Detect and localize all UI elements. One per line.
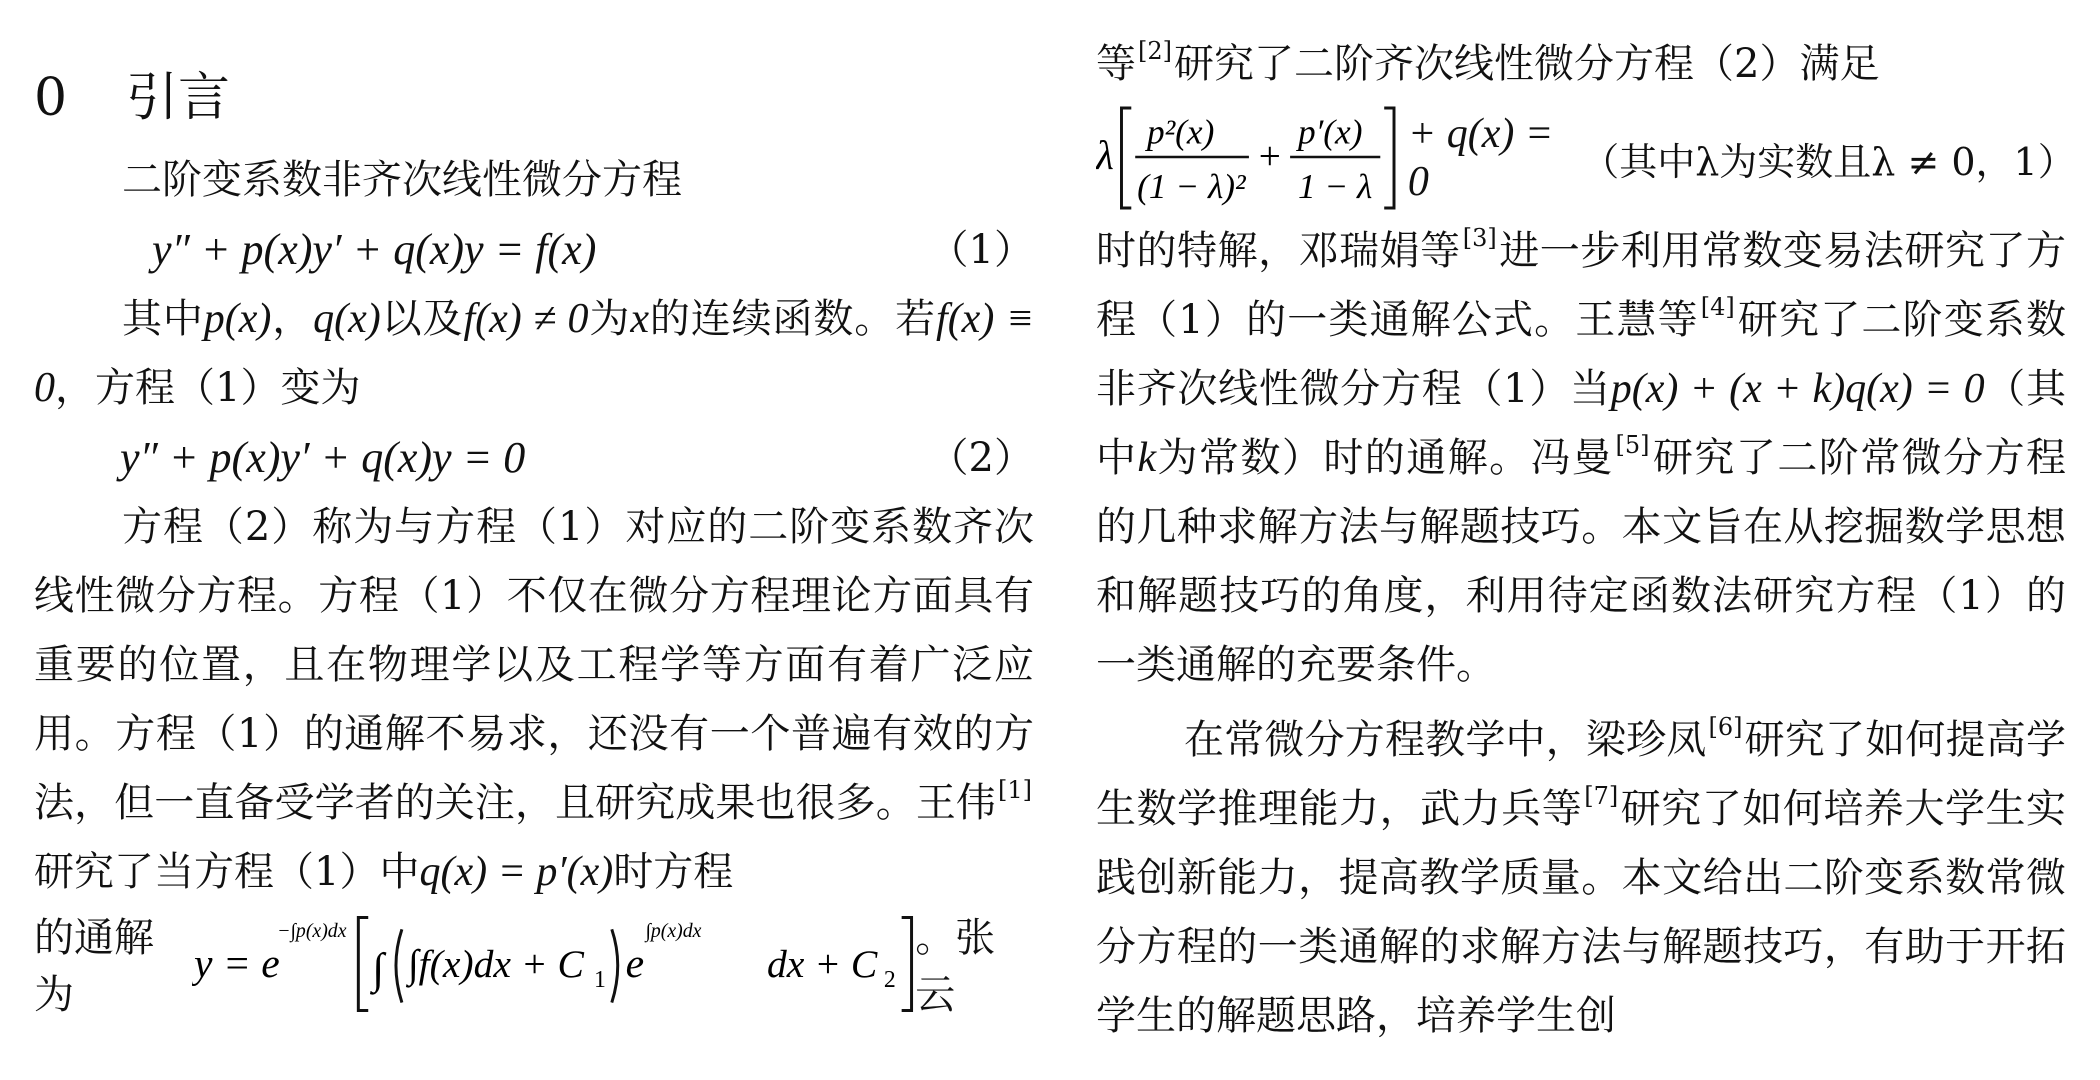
text-run: ， <box>271 296 314 342</box>
equation-1-number: （1） <box>928 227 1034 273</box>
text-run: （其中 <box>1096 366 2067 481</box>
formula-sub-2: 2 <box>883 966 896 993</box>
equation-1-body: y″ + p(x)y′ + q(x)y = f(x) <box>152 225 597 274</box>
text-run: 在常微分方程教学中，梁珍凤 <box>1184 717 1707 763</box>
math-x: x <box>630 296 649 342</box>
formula-y-eq-e: y = e <box>194 939 281 986</box>
math-p-of-x: p(x) <box>203 296 272 342</box>
text-run: 方程（2）称为与方程（1）对应的二阶变系数齐次线性微分方程。方程（1）不仅在微分方程理论方面具有重要的位置，且在物理学以及工程学等方面有着广泛应用。方程（1）的通解不易求，还没有一个普遍有效的方法，但一直备受学者的关注，且研究成果也很多。王伟 <box>34 504 1034 826</box>
equation-2-body: y″ + p(x)y′ + q(x)y = 0 <box>120 433 526 482</box>
citation-2[interactable]: [2] <box>1138 37 1172 65</box>
math-f-nonzero: f(x) ≠ 0 <box>463 296 589 342</box>
formula-exponent-2: ∫p(x)dx <box>645 920 702 943</box>
left-paren <box>396 929 402 1002</box>
formula-tail: + q(x) = 0 <box>1407 111 1554 205</box>
paragraph-background <box>34 493 1034 907</box>
formula-exponent-1: −∫p(x)dx <box>277 920 347 943</box>
math-k: k <box>1137 435 1157 481</box>
math-q-equals-pprime: q(x) = p′(x) <box>419 849 614 895</box>
text-run: 进一步利用常数变易法研究了方程（1）的一类通解公式。王慧等 <box>1096 228 2067 343</box>
text-run: 为常数）时的通解。冯曼 <box>1156 435 1614 481</box>
section-number: 0 <box>34 68 68 128</box>
text-run: 以及 <box>380 296 464 342</box>
formula-tail: dx + C <box>766 941 877 986</box>
section-title: 引言 <box>126 68 231 128</box>
section-heading <box>34 56 1034 140</box>
citation-5[interactable]: [5] <box>1615 431 1650 459</box>
formula-sub-1: 1 <box>594 966 607 993</box>
equation-1 <box>34 215 1034 285</box>
citation-1[interactable]: [1] <box>998 776 1032 804</box>
citation-6[interactable]: [6] <box>1708 713 1743 741</box>
math-q-of-x: q(x) <box>313 296 381 342</box>
paragraph-continued <box>1096 30 2066 99</box>
right-bracket <box>901 917 911 1010</box>
formula-outer-integral: ∫ <box>372 944 385 993</box>
general-solution-line <box>34 907 1034 1019</box>
formula-denominator-1: (1 − λ)² <box>1137 167 1246 207</box>
formula-numerator-2: p′(x) <box>1297 112 1363 152</box>
math-f-zero: f(x) ≡ 0 <box>34 296 1035 411</box>
text-run: 等 <box>1096 41 1136 87</box>
text-run: ，方程（1）变为 <box>55 365 361 411</box>
equation-2 <box>34 423 1034 493</box>
left-column <box>34 56 1034 1019</box>
equation-2-number: （2） <box>928 435 1034 481</box>
formula-inner-integral: ∫f(x)dx + C <box>408 941 585 986</box>
formula-plus: + <box>1258 134 1281 178</box>
formula-e: e <box>626 939 645 986</box>
text-run: 研究了二阶变系数非齐次线性微分方程（1）当 <box>1096 297 2066 412</box>
text-run: 的连续函数。若 <box>648 296 937 342</box>
paragraph-literature <box>1096 217 2066 700</box>
lambda-condition-line <box>1096 99 2076 217</box>
left-bracket <box>359 917 369 1010</box>
citation-3[interactable]: [3] <box>1462 224 1497 252</box>
general-solution-formula-tail <box>767 907 916 1019</box>
text-run: 研究了二阶齐次线性微分方程（2）满足 <box>1174 41 1880 87</box>
paragraph-intro: 二阶变系数非齐次线性微分方程 <box>122 157 682 203</box>
text-run: 研究了如何培养大学生实践创新能力，提高教学质量。本文给出二阶变系数常微分方程的一类通解的求解方法与解题技巧，有助于开拓学生的解题思路，培养学生创 <box>1096 786 2067 1039</box>
text-run: 研究了如何提高学生数学推理能力，武力兵等 <box>1096 717 2067 832</box>
text-run: 其中 <box>122 296 204 342</box>
right-bracket <box>1384 108 1394 208</box>
left-bracket <box>1121 108 1131 208</box>
general-solution-formula <box>192 907 766 1019</box>
formula-numerator-1: p²(x) <box>1146 112 1215 152</box>
lambda-condition-formula <box>1096 99 1400 217</box>
text-run: 研究了二阶常微分方程的几种求解方法与解题技巧。本文旨在从挖掘数学思想和解题技巧的角度，利用待定函数法研究方程（1）的一类通解的充要条件。 <box>1096 435 2067 688</box>
formula-lambda: λ <box>1096 131 1114 178</box>
text-run: 时方程 <box>613 849 734 895</box>
formula-denominator-2: 1 − λ <box>1297 167 1373 207</box>
text-run: 的通解为 <box>34 915 154 1018</box>
paragraph-teaching <box>1096 706 2066 1051</box>
right-column <box>1096 30 2076 1051</box>
citation-7[interactable]: [7] <box>1584 782 1619 810</box>
math-condition-k: p(x) + (x + k)q(x) = 0 <box>1610 366 1985 412</box>
citation-4[interactable]: [4] <box>1700 293 1735 321</box>
text-run: 研究了当方程（1）中 <box>34 849 420 895</box>
text-run: 时的特解，邓瑞娟等 <box>1096 228 1461 274</box>
text-run: 为 <box>588 296 631 342</box>
text-run: 。张云 <box>915 915 996 1018</box>
right-paren <box>612 929 618 1002</box>
paragraph-conditions <box>34 285 1034 423</box>
lambda-note: （其中λ为实数且λ ≠ 0，1） <box>1581 139 2076 184</box>
